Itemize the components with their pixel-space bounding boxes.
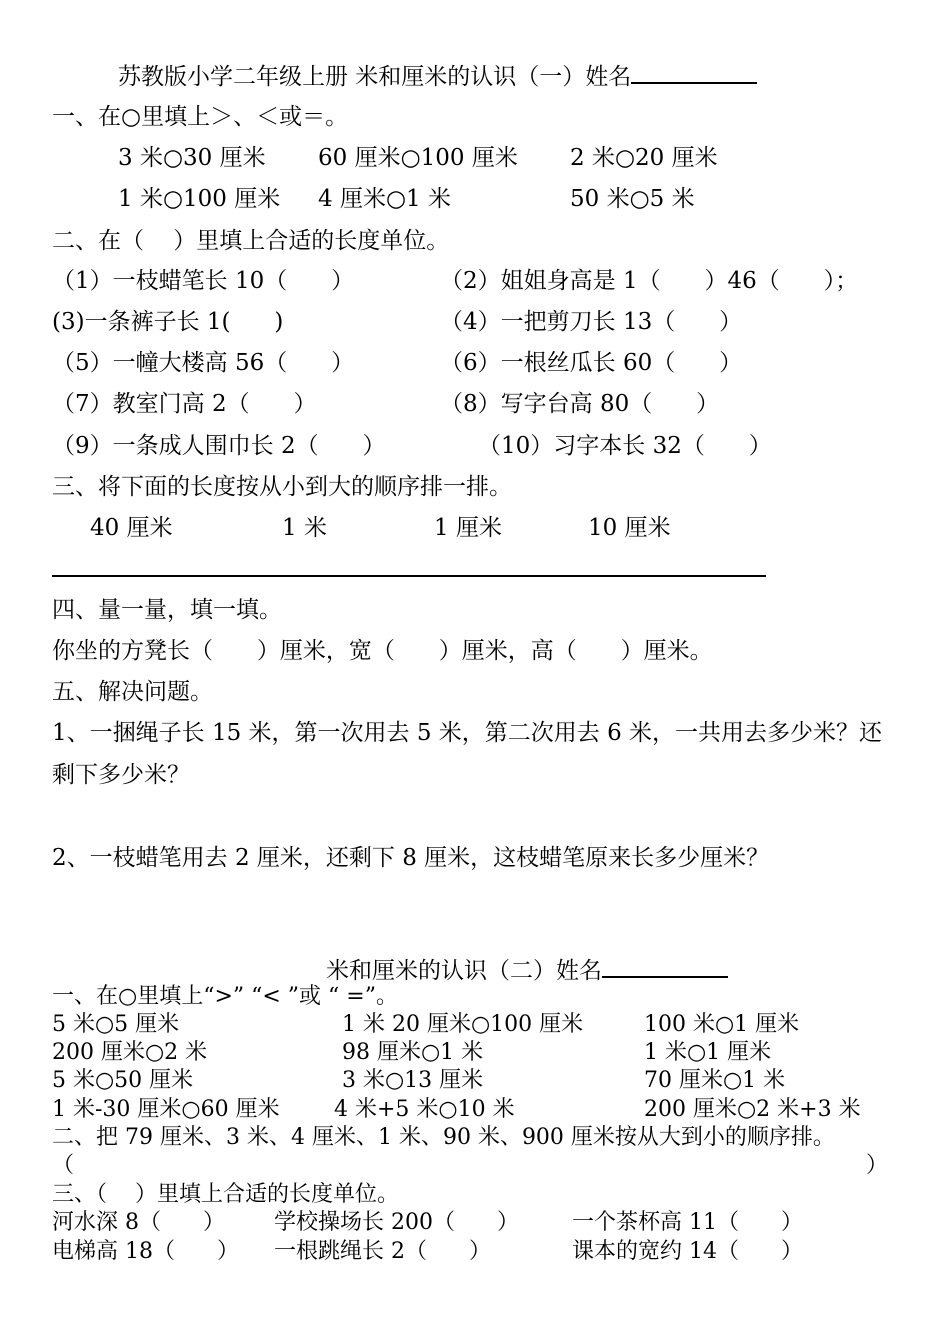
paren-open: （ bbox=[52, 1153, 75, 1178]
paren-close: ） bbox=[866, 1153, 889, 1178]
compare-item: 1 米-30 厘米○60 厘米 bbox=[52, 1097, 280, 1122]
unit-item: （4）一把剪刀长 13（ ） bbox=[440, 309, 743, 335]
unit-item: （1）一枝蜡笔长 10（ ） bbox=[52, 268, 355, 294]
q2-heading: 二、在（ ）里填上合适的长度单位。 bbox=[52, 228, 450, 254]
compare-item: 70 厘米○1 米 bbox=[644, 1068, 786, 1093]
compare-item: 1 米 20 厘米○100 厘米 bbox=[342, 1012, 584, 1037]
unit-item: (3)一条裤子长 1( ) bbox=[52, 309, 284, 335]
q5-heading: 五、解决问题。 bbox=[52, 679, 213, 705]
unit-item: 一根跳绳长 2（ ） bbox=[274, 1239, 491, 1264]
compare-item: 200 厘米○2 米 bbox=[52, 1040, 208, 1065]
compare-item: 1 米○1 厘米 bbox=[644, 1040, 772, 1065]
q3-heading: 三、将下面的长度按从小到大的顺序排一排。 bbox=[52, 474, 512, 500]
worksheet-1-title bbox=[118, 62, 757, 90]
compare-item: 4 厘米○1 米 bbox=[318, 186, 451, 212]
unit-item: 电梯高 18（ ） bbox=[52, 1239, 239, 1264]
p2-q2-heading: 二、把 79 厘米、3 米、4 厘米、1 米、90 米、900 厘米按从大到小的顺序排。 bbox=[52, 1125, 835, 1150]
compare-item: 200 厘米○2 米+3 米 bbox=[644, 1097, 861, 1122]
q4-heading: 四、量一量，填一填。 bbox=[52, 597, 282, 623]
compare-item: 4 米+5 米○10 米 bbox=[334, 1097, 515, 1122]
unit-item: （5）一幢大楼高 56（ ） bbox=[52, 350, 355, 376]
unit-item: （2）姐姐身高是 1（ ）46（ ）； bbox=[440, 268, 859, 294]
compare-item: 3 米○13 厘米 bbox=[342, 1068, 484, 1093]
q4-text: 你坐的方凳长（ ）厘米，宽（ ）厘米，高（ ）厘米。 bbox=[52, 638, 713, 664]
unit-item: 一个茶杯高 11（ ） bbox=[572, 1210, 803, 1235]
unit-item: 学校操场长 200（ ） bbox=[274, 1210, 519, 1235]
compare-item: 98 厘米○1 米 bbox=[342, 1040, 484, 1065]
name-blank[interactable] bbox=[602, 956, 728, 978]
length-value: 10 厘米 bbox=[588, 515, 671, 541]
compare-item: 50 米○5 米 bbox=[570, 186, 695, 212]
unit-item: （9）一条成人围巾长 2（ ） bbox=[52, 433, 386, 459]
compare-item: 2 米○20 厘米 bbox=[570, 145, 718, 171]
length-value: 1 厘米 bbox=[434, 515, 502, 541]
unit-item: （6）一根丝瓜长 60（ ） bbox=[440, 350, 743, 376]
name-blank[interactable] bbox=[631, 62, 757, 84]
compare-item: 100 米○1 厘米 bbox=[644, 1012, 800, 1037]
title-text: 米和厘米的认识（二）姓名 bbox=[326, 958, 602, 984]
compare-item: 5 米○50 厘米 bbox=[52, 1068, 194, 1093]
length-value: 40 厘米 bbox=[90, 515, 173, 541]
compare-item: 60 厘米○100 厘米 bbox=[318, 145, 518, 171]
p2-q3-heading: 三、（ ）里填上合适的长度单位。 bbox=[52, 1182, 399, 1207]
problem-1-line-2: 剩下多少米？ bbox=[52, 762, 190, 788]
answer-line[interactable] bbox=[52, 575, 766, 577]
p2-q1-heading: 一、在○里填上“>” “< ”或 “ =”。 bbox=[52, 984, 398, 1009]
problem-1-line-1: 1、一捆绳子长 15 米，第一次用去 5 米，第二次用去 6 米，一共用去多少米？还 bbox=[52, 720, 883, 746]
unit-item: （7）教室门高 2（ ） bbox=[52, 391, 317, 417]
q1-heading: 一、在○里填上＞、＜或＝。 bbox=[52, 104, 349, 130]
worksheet-2-title bbox=[326, 956, 728, 984]
unit-item: 河水深 8（ ） bbox=[52, 1210, 225, 1235]
unit-item: （8）写字台高 80（ ） bbox=[440, 391, 720, 417]
unit-item: 课本的宽约 14（ ） bbox=[572, 1239, 803, 1264]
compare-item: 3 米○30 厘米 bbox=[118, 145, 266, 171]
compare-item: 5 米○5 厘米 bbox=[52, 1012, 180, 1037]
title-text: 苏教版小学二年级上册 米和厘米的认识（一）姓名 bbox=[118, 64, 632, 90]
problem-2: 2、一枝蜡笔用去 2 厘米，还剩下 8 厘米，这枝蜡笔原来长多少厘米？ bbox=[52, 845, 770, 871]
compare-item: 1 米○100 厘米 bbox=[118, 186, 281, 212]
unit-item: （10）习字本长 32（ ） bbox=[478, 433, 772, 459]
length-value: 1 米 bbox=[282, 515, 327, 541]
